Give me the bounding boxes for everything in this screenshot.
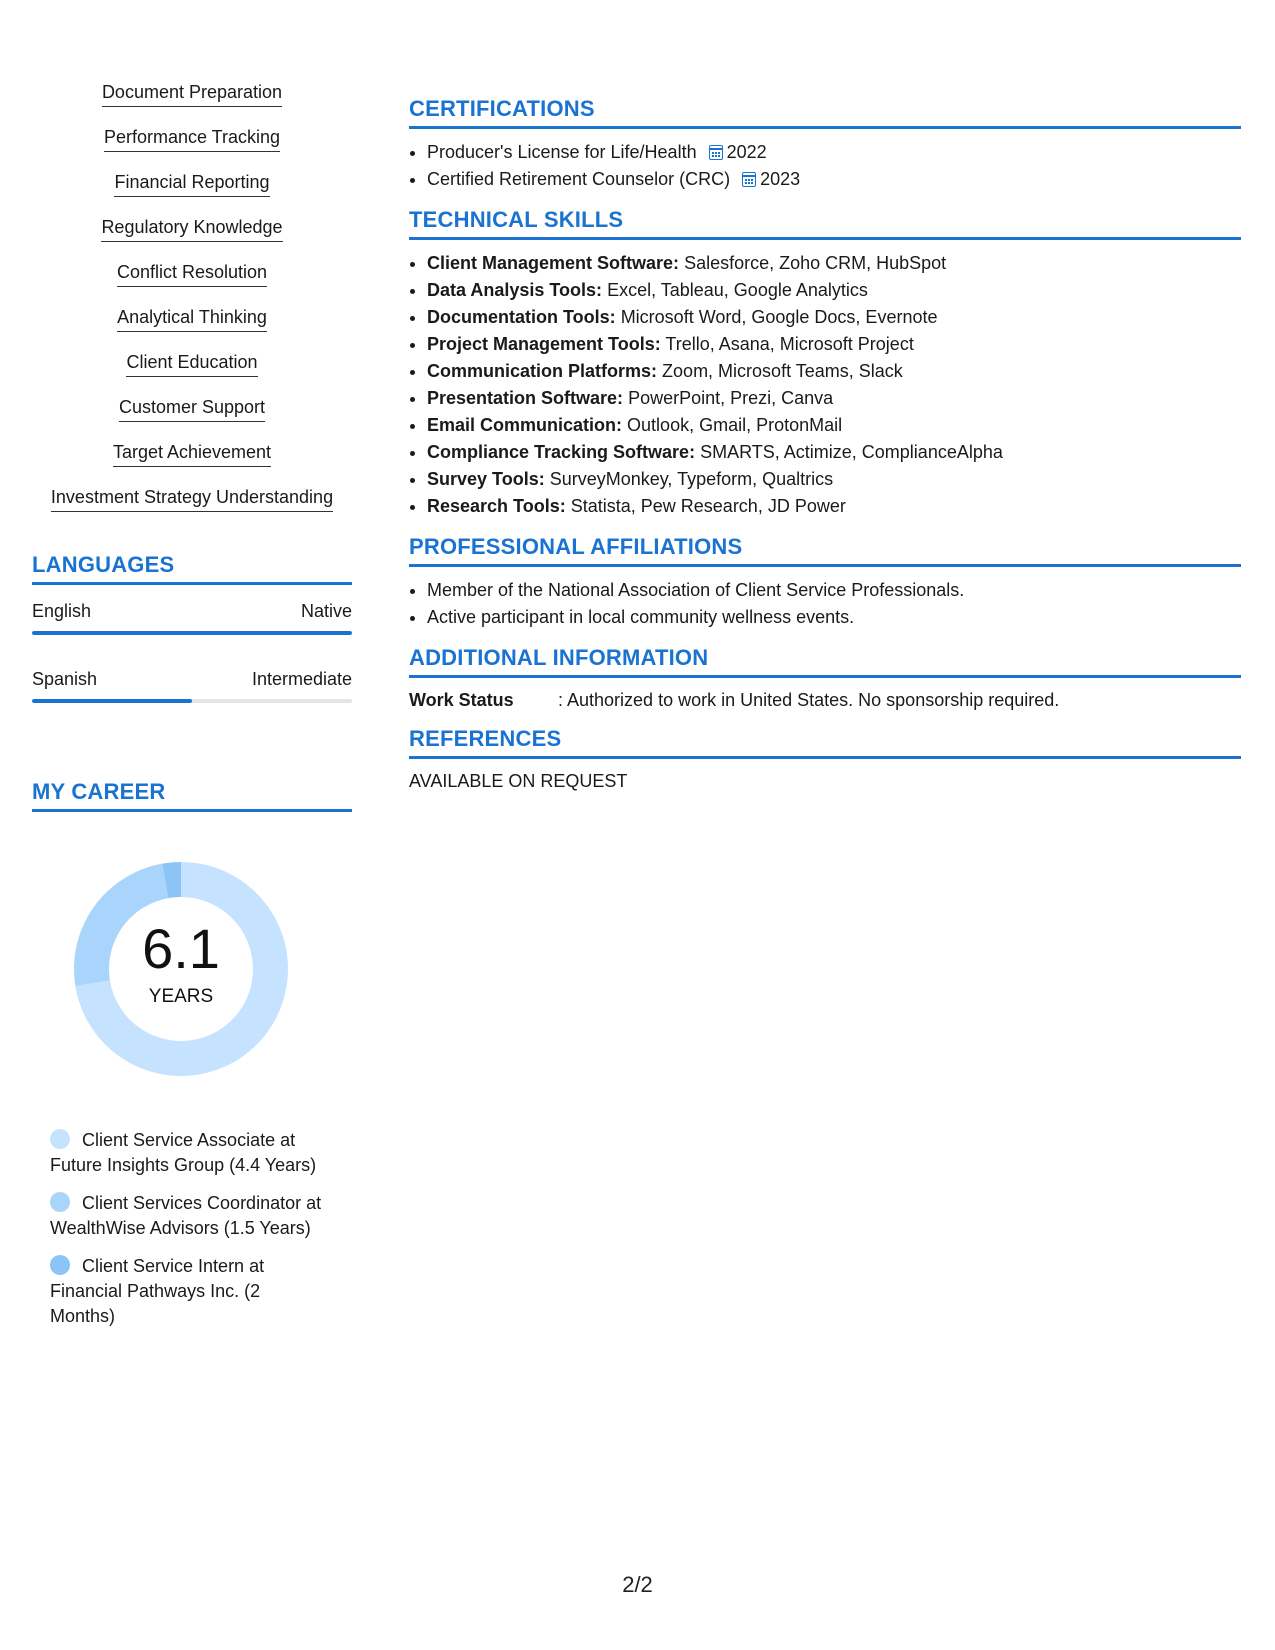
- skill-tag: Analytical Thinking: [117, 305, 267, 332]
- certifications-heading: CERTIFICATIONS: [409, 96, 1241, 129]
- legend-label: Client Service Intern at Financial Pathways Inc. (2 Months): [50, 1256, 265, 1326]
- list-item: [427, 304, 1241, 331]
- skill-category: Compliance Tracking Software:: [427, 442, 696, 462]
- work-status-label: Work Status: [409, 690, 514, 710]
- language-level: Native: [300, 601, 352, 621]
- skill-tag: Investment Strategy Understanding: [51, 485, 333, 512]
- list-item: [32, 485, 352, 530]
- skill-tag: Document Preparation: [102, 80, 282, 107]
- skill-tools: SurveyMonkey, Typeform, Qualtrics: [549, 469, 834, 489]
- calendar-icon: [709, 145, 723, 160]
- list-item: [427, 331, 1241, 358]
- list-item: [32, 350, 352, 395]
- list-item: [32, 395, 352, 440]
- language-level: Intermediate: [251, 669, 352, 689]
- references-section: [409, 726, 1241, 793]
- technical-skills-heading: TECHNICAL SKILLS: [409, 207, 1241, 240]
- list-item: [427, 493, 1241, 520]
- list-item: [32, 170, 352, 215]
- list-item: [427, 277, 1241, 304]
- language-name: Spanish: [32, 669, 98, 689]
- proficiency-fill: [32, 699, 192, 703]
- skill-tools: SMARTS, Actimize, ComplianceAlpha: [700, 442, 1003, 462]
- skill-category: Research Tools:: [427, 496, 566, 516]
- work-status-value: : Authorized to work in United States. No sponsorship required.: [558, 690, 1060, 710]
- list-item: [427, 358, 1241, 385]
- career-legend: [50, 1128, 330, 1329]
- certification-year: 2022: [726, 142, 767, 162]
- work-status-row: [409, 688, 1241, 712]
- legend-item: [50, 1254, 330, 1329]
- legend-label: Client Services Coordinator at WealthWise Advisors (1.5 Years): [50, 1193, 322, 1238]
- affiliations-section: [409, 534, 1241, 631]
- proficiency-bar: [32, 631, 352, 635]
- skill-tools: Trello, Asana, Microsoft Project: [665, 334, 914, 354]
- legend-dot: [50, 1129, 70, 1149]
- skill-category: Email Communication:: [427, 415, 623, 435]
- language-name: English: [32, 601, 92, 621]
- calendar-icon: [742, 172, 756, 187]
- left-column: [32, 80, 352, 1342]
- certifications-section: [409, 96, 1241, 193]
- skill-category: Data Analysis Tools:: [427, 280, 603, 300]
- skill-tools: PowerPoint, Prezi, Canva: [628, 388, 834, 408]
- list-item: • Active participant in local community wellness events.: [427, 604, 1241, 631]
- list-item: [427, 439, 1241, 466]
- skills-list: [32, 80, 352, 530]
- career-total-unit: YEARS: [148, 986, 214, 1007]
- language-spanish: [32, 667, 352, 703]
- list-item: [32, 215, 352, 260]
- right-column: [409, 96, 1241, 807]
- additional-info-heading: ADDITIONAL INFORMATION: [409, 645, 1241, 678]
- references-heading: REFERENCES: [409, 726, 1241, 759]
- legend-dot: [50, 1192, 70, 1212]
- list-item: [427, 166, 1241, 193]
- legend-dot: [50, 1255, 70, 1275]
- list-item: [427, 385, 1241, 412]
- skill-category: Communication Platforms:: [427, 361, 658, 381]
- skill-tools: Statista, Pew Research, JD Power: [570, 496, 846, 516]
- languages-heading: LANGUAGES: [32, 552, 352, 585]
- skill-tag: Target Achievement: [113, 440, 271, 467]
- certification-year: 2023: [760, 169, 801, 189]
- list-item: [427, 412, 1241, 439]
- skill-tag: Regulatory Knowledge: [101, 215, 282, 242]
- list-item: [427, 250, 1241, 277]
- skill-category: Documentation Tools:: [427, 307, 616, 327]
- page-number: 2/2: [622, 1572, 653, 1597]
- skill-tools: Zoom, Microsoft Teams, Slack: [662, 361, 903, 381]
- list-item: [32, 80, 352, 125]
- skill-tools: Salesforce, Zoho CRM, HubSpot: [684, 253, 947, 273]
- skill-category: Project Management Tools:: [427, 334, 661, 354]
- additional-info-section: [409, 645, 1241, 712]
- technical-skills-section: [409, 207, 1241, 520]
- certification-name: Certified Retirement Counselor (CRC): [427, 169, 731, 189]
- affiliations-heading: PROFESSIONAL AFFILIATIONS: [409, 534, 1241, 567]
- legend-item: [50, 1128, 330, 1178]
- skill-tag: Financial Reporting: [114, 170, 269, 197]
- list-item: [32, 260, 352, 305]
- skill-tools: Outlook, Gmail, ProtonMail: [627, 415, 843, 435]
- list-item: [427, 139, 1241, 166]
- skill-tools: Microsoft Word, Google Docs, Evernote: [620, 307, 938, 327]
- certification-name: Producer's License for Life/Health: [427, 142, 697, 162]
- legend-item: [50, 1191, 330, 1241]
- career-donut-chart: [66, 854, 296, 1084]
- certifications-list: [409, 139, 1241, 193]
- proficiency-fill: [32, 631, 352, 635]
- references-text: AVAILABLE ON REQUEST: [409, 771, 628, 791]
- skill-tag: Conflict Resolution: [117, 260, 267, 287]
- list-item: • Member of the National Association of Client Service Professionals.: [427, 577, 1241, 604]
- proficiency-bar: [32, 699, 352, 703]
- skill-category: Presentation Software:: [427, 388, 624, 408]
- list-item: [32, 440, 352, 485]
- skill-tools: Excel, Tableau, Google Analytics: [607, 280, 868, 300]
- skill-tag: Client Education: [126, 350, 257, 377]
- language-english: [32, 599, 352, 635]
- skill-tag: Performance Tracking: [104, 125, 280, 152]
- list-item: [32, 125, 352, 170]
- technical-skills-list: [409, 250, 1241, 520]
- skill-tag: Customer Support: [119, 395, 265, 422]
- affiliations-list: [409, 577, 1241, 631]
- list-item: [32, 305, 352, 350]
- list-item: [427, 466, 1241, 493]
- legend-label: Client Service Associate at Future Insights Group (4.4 Years): [50, 1130, 317, 1175]
- career-total-years: 6.1: [142, 917, 220, 980]
- skill-category: Survey Tools:: [427, 469, 545, 489]
- career-heading: MY CAREER: [32, 779, 352, 812]
- skill-category: Client Management Software:: [427, 253, 680, 273]
